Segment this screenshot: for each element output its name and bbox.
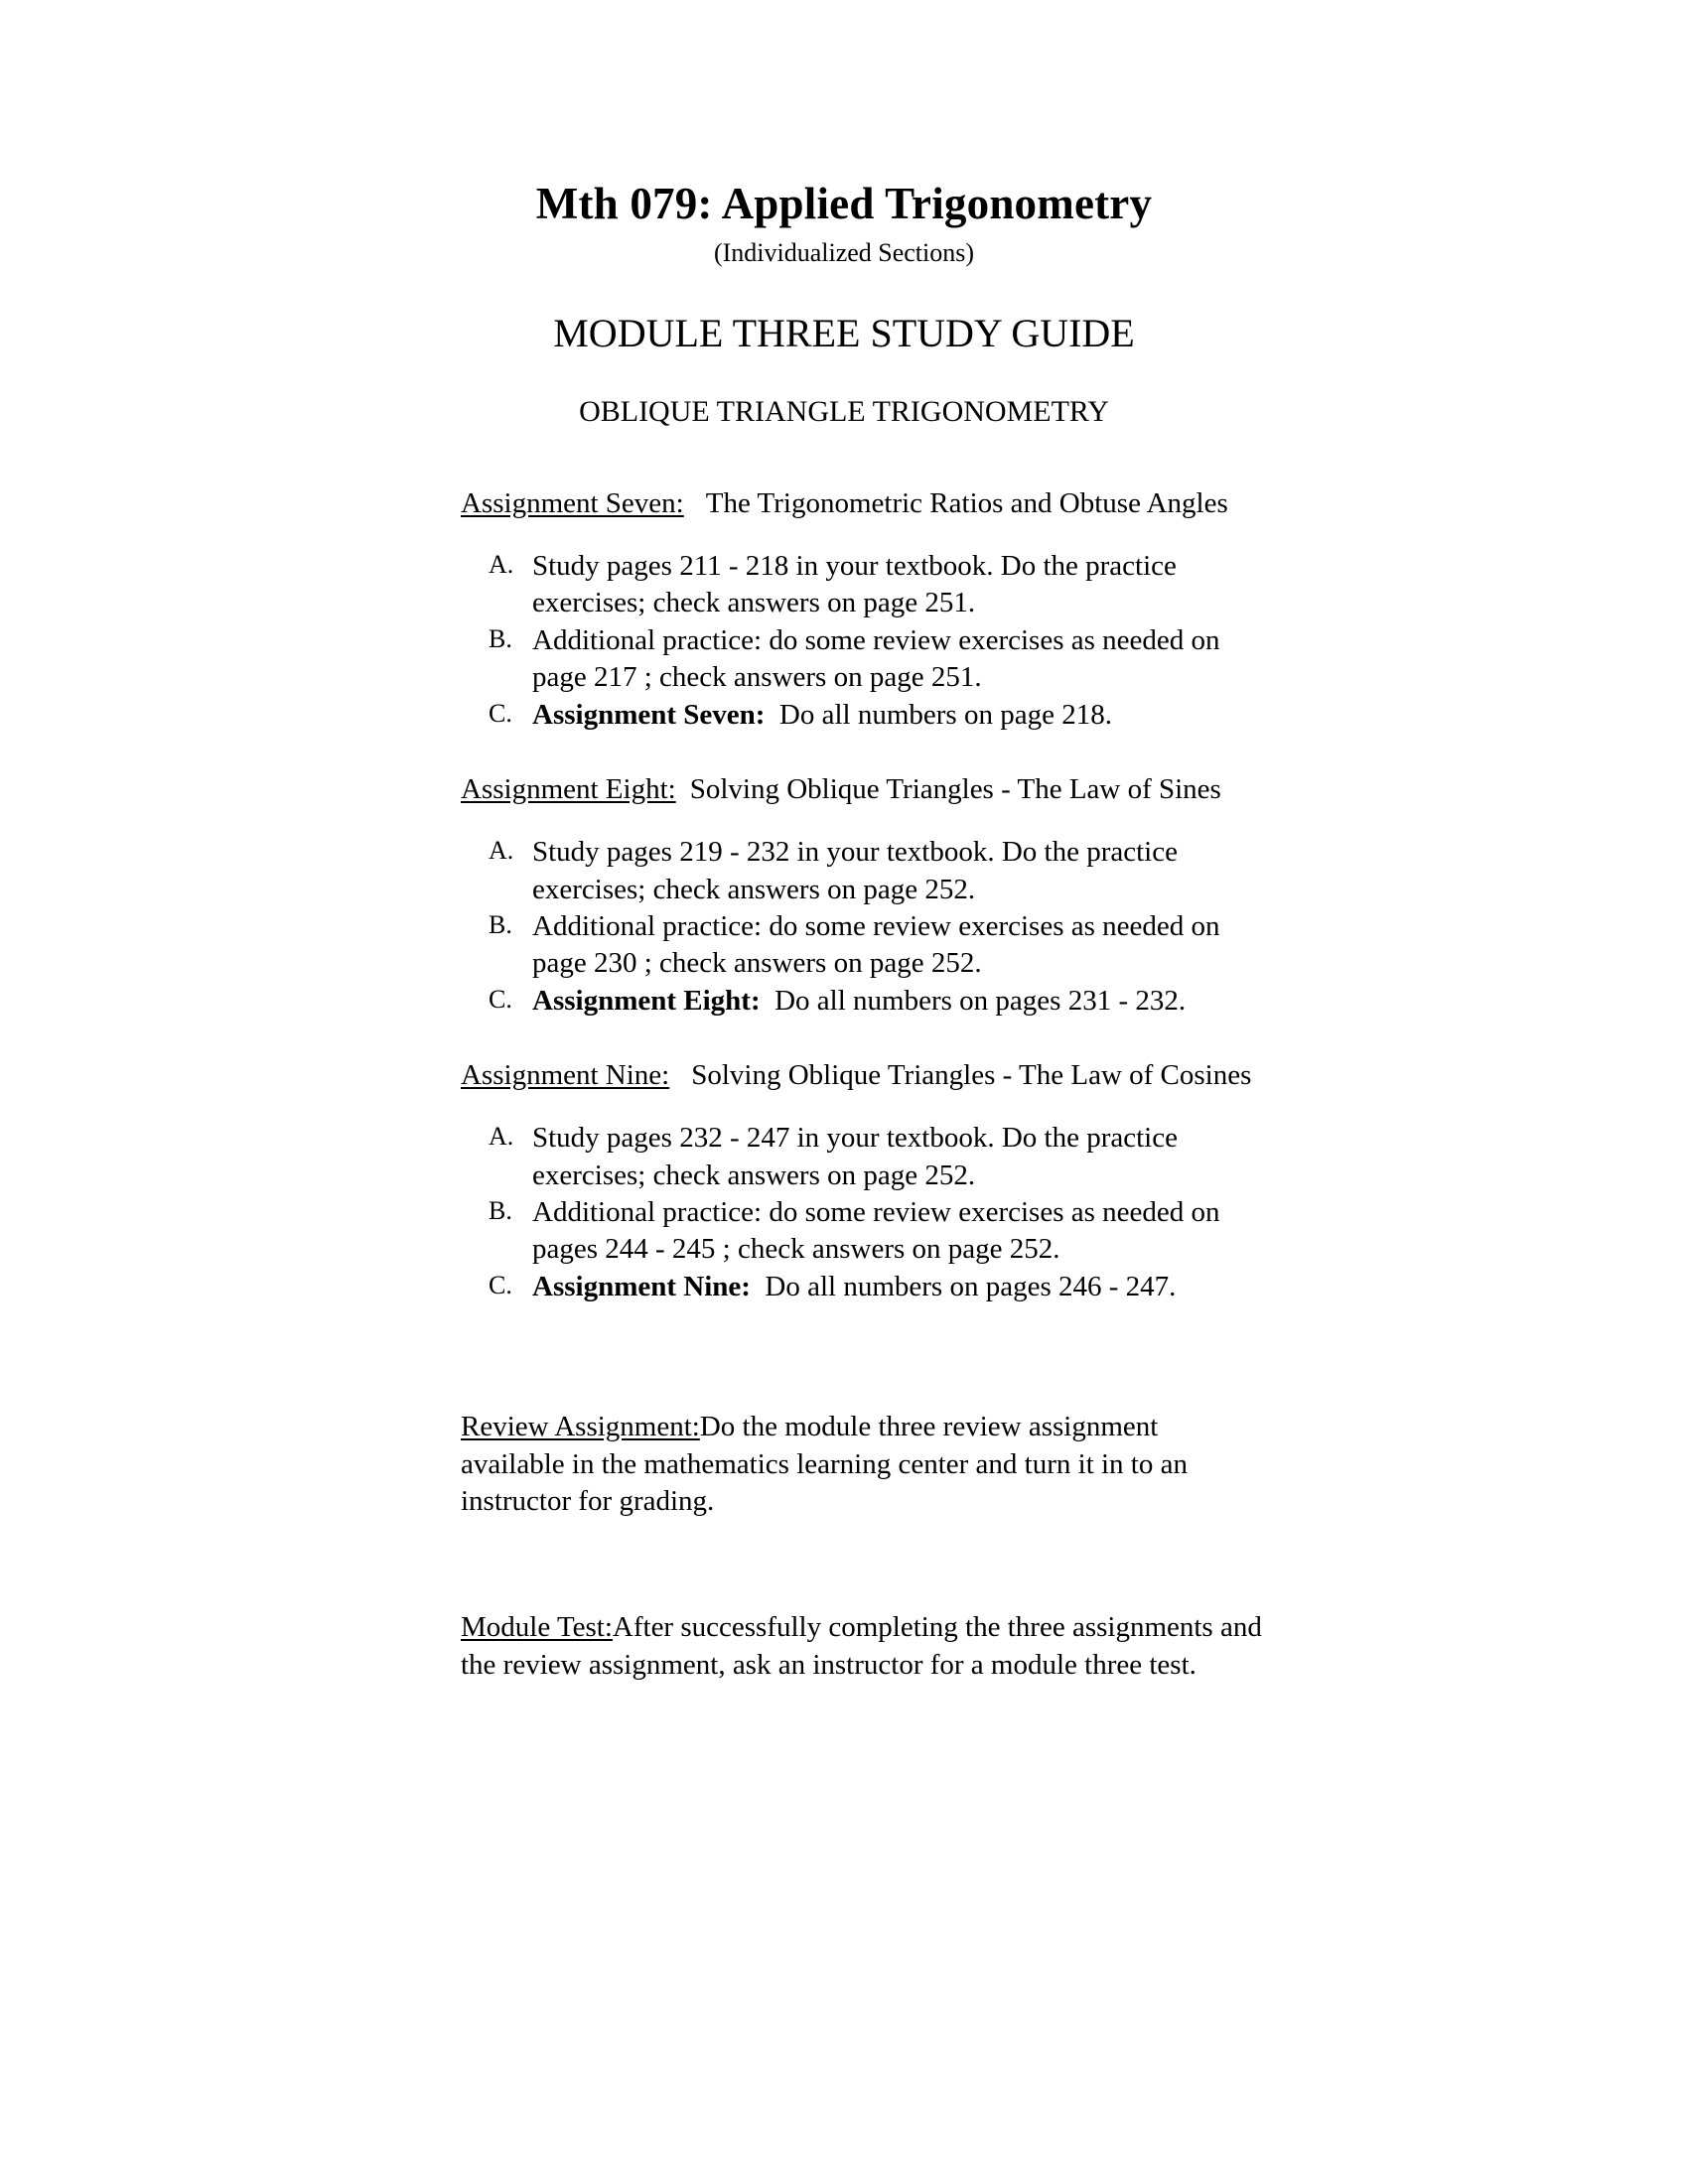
item-text: Study pages 219 - 232 in your textbook. Do the practice exercises; check answers on page 252. bbox=[532, 836, 1178, 905]
item-marker: C. bbox=[489, 1270, 512, 1299]
assignment-eight-heading bbox=[461, 771, 1263, 808]
item-marker: B. bbox=[489, 1196, 512, 1226]
item-marker: B. bbox=[489, 623, 512, 653]
item-marker: B. bbox=[489, 909, 512, 939]
list-item bbox=[461, 834, 1263, 908]
assignment-seven-items bbox=[461, 548, 1263, 734]
module-test-text: After successfully completing the three assignments and the review assignment, ask an instructor for a module three test. bbox=[461, 1611, 1262, 1681]
item-marker: C. bbox=[489, 984, 512, 1014]
item-bold-lead: Assignment Seven: bbox=[532, 698, 766, 731]
item-text: Do all numbers on page 218. bbox=[778, 698, 1112, 731]
review-assignment-label: Review Assignment: bbox=[461, 1411, 700, 1443]
list-item bbox=[461, 983, 1263, 1020]
item-marker: A. bbox=[489, 549, 514, 579]
item-text: Additional practice: do some review exercises as needed on page 230 ; check answers on page 252. bbox=[532, 909, 1220, 980]
review-assignment-text: Do the module three review assignment available in the mathematics learning center and turn it in to an instructor for grading. bbox=[461, 1411, 1188, 1518]
assignment-seven-topic: The Trigonometric Ratios and Obtuse Angles bbox=[705, 486, 1228, 519]
assignment-eight-items bbox=[461, 834, 1263, 1020]
item-text: Additional practice: do some review exercises as needed on page 217 ; check answers on page 251. bbox=[532, 623, 1220, 694]
page-title: Mth 079: Applied Trigonometry bbox=[535, 179, 1153, 228]
item-text: Do all numbers on pages 246 - 247. bbox=[765, 1270, 1177, 1302]
assignment-nine-heading bbox=[461, 1057, 1263, 1094]
assignment-eight-label: Assignment Eight: bbox=[461, 772, 676, 805]
assignment-nine-label: Assignment Nine: bbox=[461, 1059, 670, 1092]
document-body bbox=[221, 428, 1467, 1684]
list-item bbox=[461, 908, 1263, 983]
assignment-section-nine bbox=[461, 1057, 1263, 1305]
list-item bbox=[461, 622, 1263, 697]
assignment-seven-heading bbox=[461, 485, 1263, 522]
assignment-seven-label: Assignment Seven: bbox=[461, 486, 684, 519]
item-marker: C. bbox=[489, 698, 512, 728]
list-item bbox=[461, 1194, 1263, 1269]
item-text: Study pages 211 - 218 in your textbook. Do the practice exercises; check answers on page 251. bbox=[532, 549, 1177, 619]
item-bold-lead: Assignment Nine: bbox=[532, 1270, 751, 1302]
assignment-nine-topic: Solving Oblique Triangles - The Law of Cosines bbox=[691, 1059, 1252, 1092]
assignment-eight-topic: Solving Oblique Triangles - The Law of Sines bbox=[689, 772, 1221, 805]
item-marker: A. bbox=[489, 1122, 514, 1152]
list-item bbox=[461, 1269, 1263, 1305]
module-test-label: Module Test: bbox=[461, 1611, 613, 1644]
item-text: Additional practice: do some review exercises as needed on pages 244 - 245 ; check answers on page 252. bbox=[532, 1196, 1220, 1266]
item-text: Do all numbers on pages 231 - 232. bbox=[774, 984, 1187, 1017]
item-text: Study pages 232 - 247 in your textbook. Do the practice exercises; check answers on page 252. bbox=[532, 1122, 1178, 1191]
list-item bbox=[461, 1120, 1263, 1194]
assignment-nine-items bbox=[461, 1120, 1263, 1305]
page-subtitle: (Individualized Sections) bbox=[713, 238, 975, 268]
assignment-section-seven bbox=[461, 485, 1263, 734]
list-item bbox=[461, 697, 1263, 734]
item-marker: A. bbox=[489, 836, 514, 866]
review-assignment-block bbox=[461, 1409, 1263, 1520]
item-bold-lead: Assignment Eight: bbox=[532, 984, 761, 1017]
module-subheading: OBLIQUE TRIANGLE TRIGONOMETRY bbox=[579, 394, 1109, 428]
assignment-section-eight bbox=[461, 771, 1263, 1020]
module-test-block bbox=[461, 1609, 1263, 1684]
list-item bbox=[461, 548, 1263, 622]
module-heading: MODULE THREE STUDY GUIDE bbox=[553, 310, 1135, 355]
